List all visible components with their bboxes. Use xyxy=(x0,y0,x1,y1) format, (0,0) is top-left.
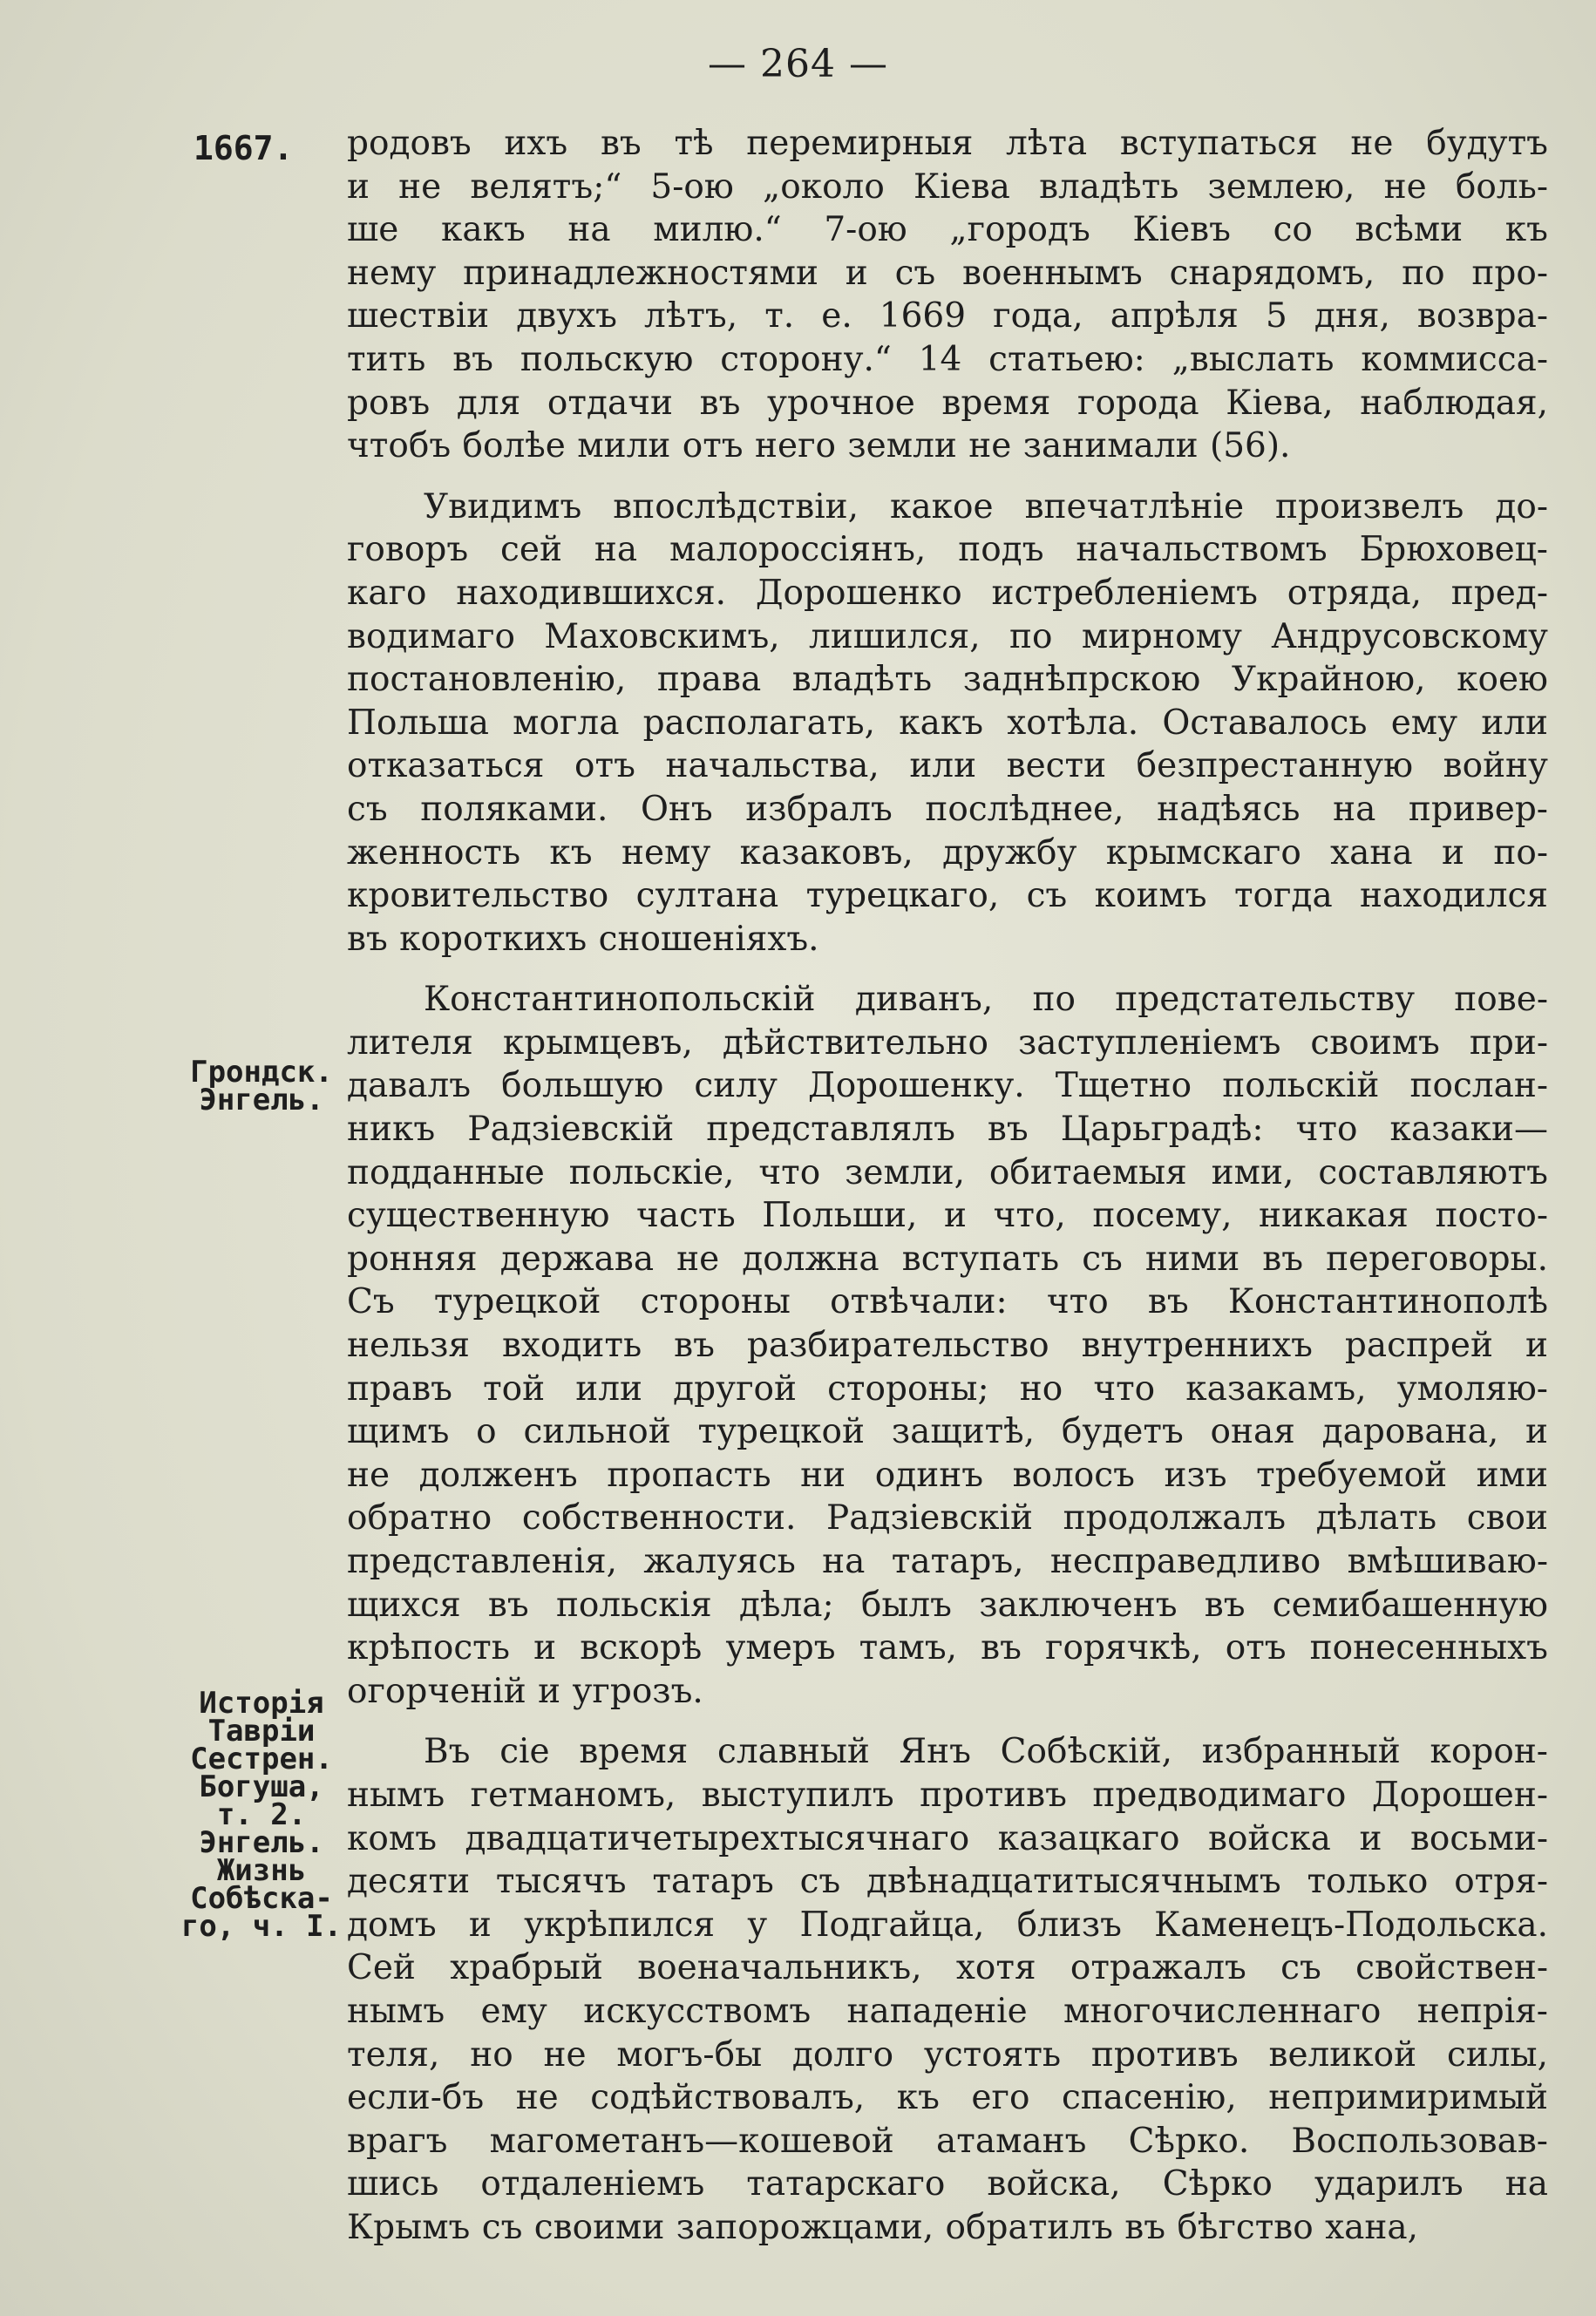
margin-note-line: Сестрен. xyxy=(190,1742,333,1776)
margin-note-line: Энгель. xyxy=(199,1083,324,1117)
text-line: десяти тысячъ татаръ съ двѣнадцатитысячнымъ только отря- xyxy=(347,1862,1548,1902)
text-line: Въ сіе время славный Янъ Собѣскій, избранный корон- xyxy=(424,1732,1548,1772)
margin-note-line: Тавріи xyxy=(207,1714,316,1749)
text-line: давалъ большую силу Дорошенку. Тщетно польскій послан- xyxy=(347,1066,1548,1106)
text-line: правъ той или другой стороны; но что казакамъ, умоляю- xyxy=(347,1369,1548,1409)
text-line: существенную часть Польши, и что, посему, никакая посто- xyxy=(347,1196,1548,1236)
text-line: ше какъ на милю.“ 7-ою „городъ Кіевъ со всѣми къ xyxy=(347,210,1548,250)
margin-note-line: Жизнь xyxy=(216,1853,307,1888)
text-line: нымъ ему искусствомъ нападеніе многочисленнаго непрія- xyxy=(347,1991,1548,2031)
text-line: представленія, жалуясь на татаръ, несправедливо вмѣшиваю- xyxy=(347,1542,1548,1581)
margin-note-line: Грондск. xyxy=(190,1055,333,1090)
paragraph xyxy=(347,122,1548,468)
margin-note-line: Богуша, xyxy=(199,1769,324,1804)
year-margin-note: 1667. xyxy=(194,129,294,167)
text-line: шествіи двухъ лѣтъ, т. е. 1669 года, апрѣля 5 дня, возвра- xyxy=(347,296,1548,336)
text-line: кровительство султана турецкаго, съ коимъ тогда находился xyxy=(347,876,1548,916)
text-line: врагъ магометанъ—кошевой атаманъ Сѣрко. Воспользовав- xyxy=(347,2121,1548,2161)
text-line: шись отдаленіемъ татарскаго войска, Сѣрко ударилъ на xyxy=(347,2164,1548,2204)
text-line: щихся въ польскія дѣла; былъ заключенъ въ семибашенную xyxy=(347,1585,1548,1625)
text-line: комъ двадцатичетырехтысячнаго казацкаго войска и восьми- xyxy=(347,1818,1548,1858)
margin-note-line: Исторія xyxy=(199,1686,324,1721)
text-line: отказаться отъ начальства, или вести безпрестанную войну xyxy=(347,746,1548,786)
text-line: Польша могла располагать, какъ хотѣла. Оставалось ему или xyxy=(347,703,1548,743)
text-line: женность къ нему казаковъ, дружбу крымскаго хана и по- xyxy=(347,832,1548,873)
margin-note-line: Энгель. xyxy=(199,1825,324,1860)
margin-note-grondsk xyxy=(174,1055,349,1117)
text-line: говоръ сей на малороссіянъ, подъ начальствомъ Брюховец- xyxy=(347,530,1548,570)
text-line: тить въ польскую сторону.“ 14 статьею: „выслать коммисса- xyxy=(347,339,1548,379)
text-line: въ короткихъ сношеніяхъ. xyxy=(347,919,819,959)
text-line: домъ и укрѣпился у Подгайца, близъ Каменецъ-Подольска. xyxy=(347,1905,1548,1945)
text-line: нымъ гетманомъ, выступилъ противъ предводимаго Дорошен- xyxy=(347,1775,1548,1815)
text-line: и не велятъ;“ 5-ою „около Кіева владѣть землею, не боль- xyxy=(347,166,1548,207)
text-line: постановленію, права владѣть заднѣпрскою Украйною, коею xyxy=(347,660,1548,700)
text-line: нему принадлежностями и съ военнымъ снарядомъ, по про- xyxy=(347,253,1548,293)
text-line: съ поляками. Онъ избралъ послѣднее, надѣясь на привер- xyxy=(347,789,1548,829)
text-line: лителя крымцевъ, дѣйствительно заступленіемъ своимъ при- xyxy=(347,1022,1548,1063)
text-line: родовъ ихъ въ тѣ перемирныя лѣта вступаться не будутъ xyxy=(347,124,1548,163)
text-line: крѣпость и вскорѣ умеръ тамъ, въ горячкѣ, отъ понесенныхъ xyxy=(347,1628,1548,1668)
text-line: Сей храбрый военачальникъ, хотя отражалъ съ свойствен- xyxy=(347,1948,1548,1988)
text-line: Увидимъ впослѣдствіи, какое впечатлѣніе произвелъ до- xyxy=(424,486,1548,526)
text-line: Крымъ съ своими запорожцами, обратилъ въ бѣгство хана, xyxy=(347,2207,1419,2247)
text-line: каго находившихся. Дорошенко истребленіемъ отряда, пред- xyxy=(347,573,1548,613)
margin-note-history xyxy=(174,1686,349,1944)
text-line: подданные польскіе, что земли, обитаемыя ими, составляютъ xyxy=(347,1152,1548,1192)
text-line: Константинопольскій диванъ, по предстательству пове- xyxy=(424,980,1548,1020)
text-line: ровъ для отдачи въ урочное время города Кіева, наблюдая, xyxy=(347,383,1548,423)
margin-note-line: т. 2. xyxy=(216,1797,307,1832)
body-text xyxy=(347,122,1548,2267)
text-line: обратно собственности. Радзіевскій продолжалъ дѣлать свои xyxy=(347,1498,1548,1538)
text-line: чтобъ болѣе мили отъ него земли не занимали (56). xyxy=(347,426,1291,466)
text-line: если-бъ не содѣйствовалъ, къ его спасенію, непримиримый xyxy=(347,2078,1548,2118)
text-line: теля, но не могъ-бы долго устоять противъ великой силы, xyxy=(347,2034,1548,2075)
text-line: Съ турецкой стороны отвѣчали: что въ Константинополѣ xyxy=(347,1282,1548,1322)
margin-note-line: Собѣска- xyxy=(190,1881,333,1916)
text-line: огорченій и угрозъ. xyxy=(347,1671,703,1711)
text-line: водимаго Маховскимъ, лишился, по мирному Андрусовскому xyxy=(347,616,1548,656)
paragraph xyxy=(347,978,1548,1713)
page-number: — 264 — xyxy=(708,42,888,86)
text-line: ронняя держава не должна вступать съ ними въ переговоры. xyxy=(347,1239,1548,1279)
text-line: нельзя входить въ разбирательство внутреннихъ распрей и xyxy=(347,1326,1548,1366)
margin-note-line: го, ч. І. xyxy=(180,1909,343,1944)
text-line: никъ Радзіевскій представлялъ въ Царьградѣ: что казаки— xyxy=(347,1110,1548,1150)
paragraph xyxy=(347,1730,1548,2249)
text-line: не долженъ пропасть ни одинъ волосъ изъ требуемой ими xyxy=(347,1455,1548,1495)
paragraph xyxy=(347,486,1548,961)
text-line: щимъ о сильной турецкой защитѣ, будетъ оная дарована, и xyxy=(347,1412,1548,1452)
